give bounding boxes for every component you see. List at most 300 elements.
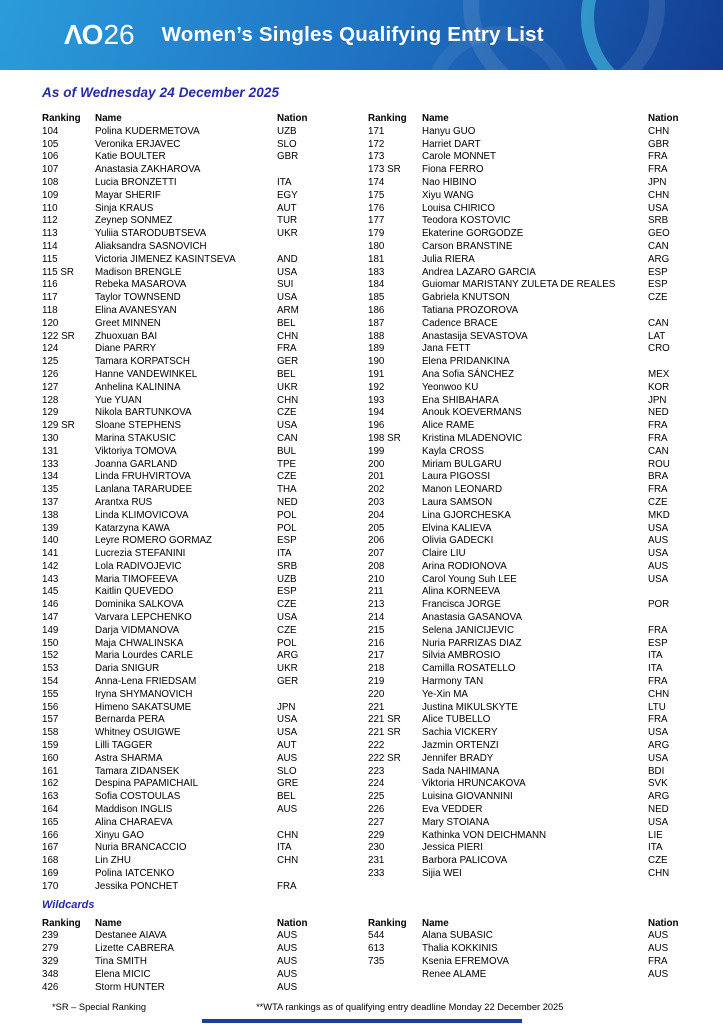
table-row xyxy=(368,369,691,382)
cell-nation xyxy=(277,241,320,254)
cell-nation: UKR xyxy=(277,381,298,393)
cell-nation: AUS xyxy=(277,956,298,967)
cell-nation: FRA xyxy=(648,164,668,176)
cell-name: Alice RAME xyxy=(422,420,475,432)
cell-name: Yue YUAN xyxy=(95,394,142,406)
cell-ranking: 221 SR xyxy=(368,727,401,739)
cell-nation: USA xyxy=(648,752,669,764)
table-row xyxy=(42,599,320,612)
nation-header: Nation xyxy=(277,113,308,124)
cell-name: Hanne VANDEWINKEL xyxy=(95,368,198,380)
cell-nation: USA xyxy=(648,573,669,585)
cell-ranking: 200 xyxy=(368,458,385,470)
entry-list xyxy=(42,113,723,894)
cell-nation: CZE xyxy=(277,624,297,636)
table-row xyxy=(368,676,691,689)
table-row xyxy=(368,382,691,395)
table-row xyxy=(42,753,320,766)
cell-ranking: 192 xyxy=(368,381,385,393)
cell-name: Nikola BARTUNKOVA xyxy=(95,407,192,419)
cell-nation: CHN xyxy=(277,330,299,342)
cell-nation: CRO xyxy=(648,343,670,355)
cell-ranking: 196 xyxy=(368,420,385,432)
cell-ranking: 143 xyxy=(42,573,59,585)
cell-name: Maria Lourdes CARLE xyxy=(95,650,194,662)
cell-name: Himeno SAKATSUME xyxy=(95,701,192,713)
table-row xyxy=(368,523,691,536)
cell-name: Kaitlin QUEVEDO xyxy=(95,586,174,598)
table-row xyxy=(42,267,320,280)
cell-ranking: 156 xyxy=(42,701,59,713)
cell-nation: POR xyxy=(648,599,670,611)
cell-name: Guiomar MARISTANY ZULETA DE REALES xyxy=(422,279,616,291)
wildcards-list xyxy=(42,918,723,995)
ao26-logo xyxy=(64,19,135,51)
cell-nation: LIE xyxy=(648,829,663,841)
cell-name: Astra SHARMA xyxy=(95,752,163,764)
cell-name: Nao HIBINO xyxy=(422,176,477,188)
table-row xyxy=(368,574,691,587)
cell-ranking: 426 xyxy=(42,981,59,993)
table-row xyxy=(368,956,691,969)
cell-nation: AUT xyxy=(277,202,297,214)
cell-name: Sijia WEI xyxy=(422,868,462,880)
cell-ranking: 207 xyxy=(368,548,385,560)
cell-nation: ESP xyxy=(648,279,668,291)
cell-name: Lilli TAGGER xyxy=(95,740,153,752)
table-row xyxy=(42,625,320,638)
table-row xyxy=(42,241,320,254)
cell-name: Arina RODIONOVA xyxy=(422,560,507,572)
cell-nation: CHN xyxy=(648,868,670,880)
table-row xyxy=(42,561,320,574)
table-row xyxy=(368,969,691,982)
table-row xyxy=(42,930,320,943)
cell-name: Miriam BULGARU xyxy=(422,458,502,470)
cell-ranking: 169 xyxy=(42,868,59,880)
cell-name: Jana FETT xyxy=(422,343,471,355)
table-row xyxy=(42,331,320,344)
cell-nation: CHN xyxy=(277,394,299,406)
cell-ranking: 171 xyxy=(368,125,385,137)
cell-ranking: 157 xyxy=(42,714,59,726)
cell-ranking: 133 xyxy=(42,458,59,470)
table-row xyxy=(42,382,320,395)
table-row xyxy=(42,574,320,587)
table-row xyxy=(42,343,320,356)
table-row xyxy=(368,930,691,943)
table-row xyxy=(368,126,691,139)
cell-ranking: 186 xyxy=(368,304,385,316)
cell-name: Anna-Lena FRIEDSAM xyxy=(95,676,197,688)
table-row xyxy=(42,868,320,881)
table-row xyxy=(368,817,691,830)
cell-name: Yuliia STARODUBTSEVA xyxy=(95,228,207,240)
cell-ranking: 544 xyxy=(368,930,385,942)
cell-name: Marina STAKUSIC xyxy=(95,432,176,444)
cell-nation: CAN xyxy=(277,432,298,444)
table-row xyxy=(42,714,320,727)
cell-nation: ESP xyxy=(648,637,668,649)
table-row xyxy=(42,855,320,868)
cell-nation: ITA xyxy=(648,842,663,854)
cell-name: Lola RADIVOJEVIC xyxy=(95,560,182,572)
cell-nation: CHN xyxy=(277,829,299,841)
cell-ranking: 173 SR xyxy=(368,164,401,176)
table-row xyxy=(368,407,691,420)
cell-ranking: 189 xyxy=(368,343,385,355)
wildcards-column-1 xyxy=(42,918,320,995)
cell-nation: EGY xyxy=(277,189,298,201)
cell-ranking: 205 xyxy=(368,522,385,534)
cell-ranking: 116 xyxy=(42,279,58,291)
cell-name: Lina GJORCHESKA xyxy=(422,509,511,521)
cell-nation: AUS xyxy=(648,560,669,572)
cell-name: Xiyu WANG xyxy=(422,189,474,201)
table-row xyxy=(42,830,320,843)
entry-rows xyxy=(368,126,691,881)
table-row xyxy=(42,407,320,420)
cell-nation: SLO xyxy=(277,765,297,777)
cell-name: Sinja KRAUS xyxy=(95,202,154,214)
cell-ranking: 231 xyxy=(368,855,385,867)
cell-nation: ITA xyxy=(648,663,663,675)
cell-nation: ARG xyxy=(277,650,299,662)
cell-nation xyxy=(277,868,320,881)
cell-nation xyxy=(277,689,320,702)
cell-nation xyxy=(277,164,320,177)
table-row xyxy=(368,612,691,625)
cell-name: Nuria BRANCACCIO xyxy=(95,842,187,854)
cell-nation: ITA xyxy=(277,548,292,560)
cell-ranking: 185 xyxy=(368,292,385,304)
cell-nation: ITA xyxy=(648,650,663,662)
table-row xyxy=(42,318,320,331)
cell-nation: AUS xyxy=(648,943,669,955)
cell-ranking: 153 xyxy=(42,663,59,675)
cell-nation xyxy=(277,817,320,830)
cell-name: Sachia VICKERY xyxy=(422,727,498,739)
table-row xyxy=(42,638,320,651)
cell-ranking: 150 xyxy=(42,637,59,649)
cell-name: Maja CHWALINSKA xyxy=(95,637,184,649)
cell-ranking: 329 xyxy=(42,956,59,967)
cell-name: Maria TIMOFEEVA xyxy=(95,573,178,585)
cell-ranking: 184 xyxy=(368,279,385,291)
cell-nation xyxy=(648,305,691,318)
cell-name: Ksenia EFREMOVA xyxy=(422,956,509,967)
cell-nation: SRB xyxy=(648,215,669,227)
cell-nation: NED xyxy=(277,496,298,508)
table-row xyxy=(42,254,320,267)
cell-nation: USA xyxy=(648,522,669,534)
table-row xyxy=(42,279,320,292)
cell-ranking: 134 xyxy=(42,471,59,483)
wildcard-rows xyxy=(368,930,691,981)
cell-ranking: 213 xyxy=(368,599,385,611)
cell-nation: AUS xyxy=(277,752,298,764)
cell-ranking: 135 xyxy=(42,484,59,496)
cell-ranking: 183 xyxy=(368,266,385,278)
nation-header: Nation xyxy=(277,917,308,929)
cell-ranking: 146 xyxy=(42,599,59,611)
column-header-row xyxy=(368,918,691,931)
cell-nation: GBR xyxy=(648,138,670,150)
cell-name: Andrea LAZARO GARCIA xyxy=(422,266,536,278)
cell-name: Elena PRIDANKINA xyxy=(422,356,510,368)
cell-ranking: 126 xyxy=(42,368,59,380)
footnotes xyxy=(0,1002,723,1012)
table-row xyxy=(368,203,691,216)
cell-nation: NED xyxy=(648,804,669,816)
cell-name: Thalia KOKKINIS xyxy=(422,943,498,955)
cell-ranking: 131 xyxy=(42,445,59,457)
cell-ranking: 187 xyxy=(368,317,385,329)
name-header: Name xyxy=(95,113,122,124)
cell-name: Leyre ROMERO GORMAZ xyxy=(95,535,213,547)
cell-nation: ITA xyxy=(277,176,292,188)
table-row xyxy=(42,459,320,472)
table-row xyxy=(368,586,691,599)
cell-ranking: 208 xyxy=(368,560,385,572)
table-row xyxy=(368,943,691,956)
cell-ranking: 124 xyxy=(42,343,59,355)
table-row xyxy=(42,190,320,203)
table-row xyxy=(42,126,320,139)
cell-ranking: 173 xyxy=(368,151,385,163)
cell-ranking: 193 xyxy=(368,394,385,406)
table-row xyxy=(368,279,691,292)
cell-nation: FRA xyxy=(648,151,668,163)
cell-name: Rebeka MASAROVA xyxy=(95,279,187,291)
table-row xyxy=(368,663,691,676)
cell-nation: CZE xyxy=(277,407,297,419)
cell-nation: AUS xyxy=(648,930,669,942)
table-row xyxy=(42,395,320,408)
cell-ranking: 141 xyxy=(42,548,59,560)
table-row xyxy=(368,689,691,702)
cell-ranking: 216 xyxy=(368,637,385,649)
cell-ranking: 613 xyxy=(368,943,385,955)
nation-header: Nation xyxy=(648,917,679,929)
cell-ranking: 202 xyxy=(368,484,385,496)
cell-ranking: 224 xyxy=(368,778,385,790)
cell-name: Ena SHIBAHARA xyxy=(422,394,499,406)
cell-name: Cadence BRACE xyxy=(422,317,498,329)
cell-name: Lanlana TARARUDEE xyxy=(95,484,193,496)
cell-ranking: 227 xyxy=(368,816,385,828)
cell-name: Iryna SHYMANOVICH xyxy=(95,688,193,700)
cell-ranking: 137 xyxy=(42,496,59,508)
cell-ranking: 139 xyxy=(42,522,59,534)
cell-nation: ESP xyxy=(277,535,297,547)
cell-name: Elvina KALIEVA xyxy=(422,522,492,534)
cell-ranking: 158 xyxy=(42,727,59,739)
cell-name: Francisca JORGE xyxy=(422,599,501,611)
cell-ranking: 127 xyxy=(42,381,59,393)
cell-ranking: 221 xyxy=(368,701,385,713)
cell-name: Aliaksandra SASNOVICH xyxy=(95,240,207,252)
cell-name: Polina IATCENKO xyxy=(95,868,175,880)
table-row xyxy=(42,982,320,995)
cell-name: Alina KORNEEVA xyxy=(422,586,501,598)
cell-ranking: 174 xyxy=(368,176,385,188)
table-row xyxy=(368,753,691,766)
cell-nation: FRA xyxy=(648,714,668,726)
cell-name: Carol Young Suh LEE xyxy=(422,573,517,585)
table-row xyxy=(368,778,691,791)
cell-name: Tamara KORPATSCH xyxy=(95,356,190,368)
footnote-rankings-deadline: **WTA rankings as of qualifying entry deadline Monday 22 December 2025 xyxy=(256,1002,564,1013)
page-footer-bar xyxy=(202,1019,522,1023)
table-row xyxy=(42,689,320,702)
table-row xyxy=(42,586,320,599)
cell-nation: CZE xyxy=(648,292,668,304)
cell-nation: AUS xyxy=(277,968,298,980)
cell-name: Camilla ROSATELLO xyxy=(422,663,516,675)
table-row xyxy=(42,510,320,523)
cell-nation xyxy=(648,612,691,625)
table-row xyxy=(42,943,320,956)
cell-nation: CAN xyxy=(648,317,669,329)
cell-ranking: 106 xyxy=(42,151,59,163)
table-row xyxy=(42,139,320,152)
cell-name: Nuria PARRIZAS DIAZ xyxy=(422,637,522,649)
table-row xyxy=(42,228,320,241)
cell-nation: SRB xyxy=(277,560,298,572)
cell-ranking: 114 xyxy=(42,240,58,252)
cell-nation: FRA xyxy=(277,880,297,892)
cell-ranking: 230 xyxy=(368,842,385,854)
table-row xyxy=(368,215,691,228)
table-row xyxy=(368,228,691,241)
cell-nation: BUL xyxy=(277,445,297,457)
table-row xyxy=(368,241,691,254)
cell-name: Sofia COSTOULAS xyxy=(95,791,181,803)
cell-ranking: 109 xyxy=(42,189,59,201)
cell-name: Teodora KOSTOVIC xyxy=(422,215,511,227)
header-banner xyxy=(0,0,723,70)
cell-nation: TPE xyxy=(277,458,297,470)
cell-nation: CHN xyxy=(648,688,670,700)
cell-nation: UZB xyxy=(277,125,297,137)
cell-ranking: 168 xyxy=(42,855,59,867)
table-row xyxy=(368,842,691,855)
name-header: Name xyxy=(95,917,122,929)
cell-nation: AUT xyxy=(277,740,297,752)
cell-ranking: 120 xyxy=(42,317,59,329)
table-row xyxy=(42,523,320,536)
table-row xyxy=(368,702,691,715)
cell-nation: GER xyxy=(277,676,299,688)
cell-name: Elina AVANESYAN xyxy=(95,304,177,316)
cell-ranking: 165 xyxy=(42,816,59,828)
cell-nation: USA xyxy=(277,420,298,432)
cell-ranking: 130 xyxy=(42,432,59,444)
table-row xyxy=(42,766,320,779)
table-row xyxy=(42,842,320,855)
cell-nation: CHN xyxy=(648,125,670,137)
cell-ranking: 118 xyxy=(42,304,58,316)
cell-ranking: 233 xyxy=(368,868,385,880)
cell-nation: AND xyxy=(277,253,298,265)
cell-nation: CAN xyxy=(648,240,669,252)
cell-name: Daria SNIGUR xyxy=(95,663,160,675)
table-row xyxy=(42,356,320,369)
cell-name: Sloane STEPHENS xyxy=(95,420,182,432)
cell-ranking: 154 xyxy=(42,676,59,688)
cell-name: Arantxa RUS xyxy=(95,496,153,508)
cell-ranking: 218 xyxy=(368,663,385,675)
cell-ranking: 226 xyxy=(368,804,385,816)
cell-nation: GER xyxy=(277,356,299,368)
table-row xyxy=(42,817,320,830)
cell-ranking: 164 xyxy=(42,804,59,816)
table-row xyxy=(368,254,691,267)
cell-ranking: 222 SR xyxy=(368,752,401,764)
cell-name: Despina PAPAMICHAIL xyxy=(95,778,199,790)
cell-nation: FRA xyxy=(648,956,668,967)
logo-year: 26 xyxy=(103,19,135,50)
cell-nation: AUS xyxy=(277,930,298,942)
cell-ranking: 170 xyxy=(42,880,59,892)
cell-ranking: 211 xyxy=(368,586,384,598)
cell-name: Alina CHARAEVA xyxy=(95,816,173,828)
table-row xyxy=(42,727,320,740)
table-row xyxy=(42,612,320,625)
cell-ranking: 105 xyxy=(42,138,59,150)
cell-ranking: 215 xyxy=(368,624,385,636)
table-row xyxy=(42,650,320,663)
cell-ranking: 129 SR xyxy=(42,420,75,432)
cell-name: Kathinka VON DEICHMANN xyxy=(422,829,547,841)
cell-name: Olivia GADECKI xyxy=(422,535,494,547)
cell-nation: AUS xyxy=(648,535,669,547)
cell-name: Xinyu GAO xyxy=(95,829,145,841)
cell-ranking: 110 xyxy=(42,202,58,214)
cell-name: Kristina MLADENOVIC xyxy=(422,432,523,444)
page-title: Women’s Singles Qualifying Entry List xyxy=(161,23,544,46)
cell-name: Taylor TOWNSEND xyxy=(95,292,181,304)
cell-name: Laura PIGOSSI xyxy=(422,471,491,483)
cell-name: Gabriela KNUTSON xyxy=(422,292,510,304)
table-row xyxy=(368,830,691,843)
table-row xyxy=(368,484,691,497)
table-row xyxy=(42,471,320,484)
table-row xyxy=(368,343,691,356)
cell-nation: AUS xyxy=(277,943,298,955)
cell-nation: ESP xyxy=(277,586,297,598)
cell-name: Alana SUBASIC xyxy=(422,930,493,942)
table-row xyxy=(42,663,320,676)
cell-name: Renee ALAME xyxy=(422,968,487,980)
cell-name: Darja VIDMANOVA xyxy=(95,624,180,636)
cell-nation: CHN xyxy=(277,855,299,867)
cell-name: Ye-Xin MA xyxy=(422,688,468,700)
table-row xyxy=(42,420,320,433)
cell-nation: POL xyxy=(277,637,297,649)
cell-name: Veronika ERJAVEC xyxy=(95,138,181,150)
cell-name: Fiona FERRO xyxy=(422,164,484,176)
cell-nation: UKR xyxy=(277,228,298,240)
table-row xyxy=(42,164,320,177)
cell-nation: LAT xyxy=(648,330,666,342)
cell-ranking: 175 xyxy=(368,189,385,201)
cell-name: Joanna GARLAND xyxy=(95,458,178,470)
table-row xyxy=(368,650,691,663)
cell-nation: USA xyxy=(277,714,298,726)
footnote-special-ranking: *SR – Special Ranking xyxy=(52,1002,147,1013)
